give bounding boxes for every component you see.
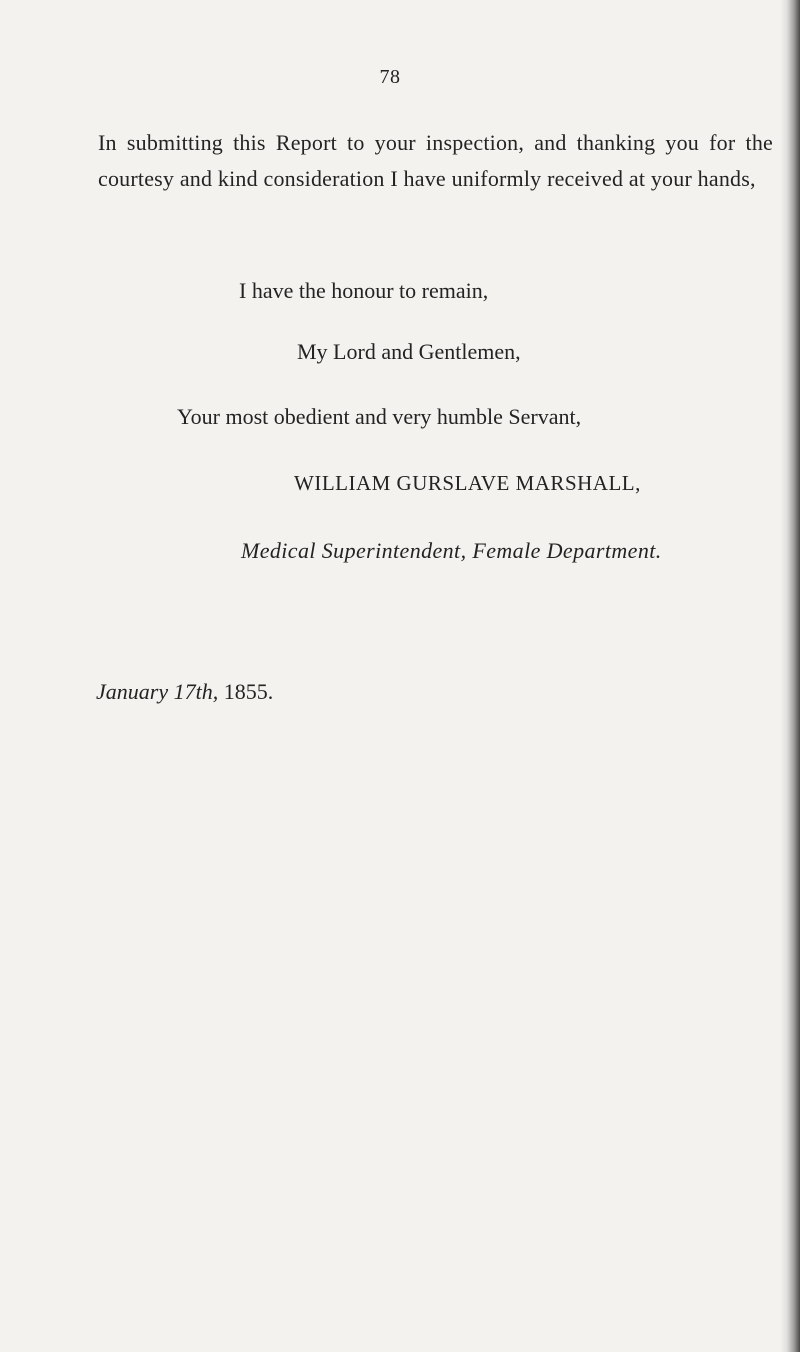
page-number: 78 (379, 66, 401, 88)
signature-name: WILLIAM GURSLAVE MARSHALL, (294, 471, 641, 495)
date-day: 17th, (173, 679, 219, 704)
closing-line: I have the honour to remain, (239, 278, 489, 303)
date-line (96, 679, 273, 705)
page-edge-shadow (780, 0, 800, 1352)
date-month: January (96, 679, 169, 704)
position-title: Medical Superintendent, Female Department. (241, 538, 662, 563)
body-paragraph: In submitting this Report to your inspection, and thanking you for the courtesy and kind consideration I have uniformly received at your hands, (98, 130, 773, 191)
date-year: 1855. (223, 679, 274, 704)
salutation-line: My Lord and Gentlemen, (297, 339, 521, 364)
servant-line: Your most obedient and very humble Servant, (177, 404, 582, 429)
